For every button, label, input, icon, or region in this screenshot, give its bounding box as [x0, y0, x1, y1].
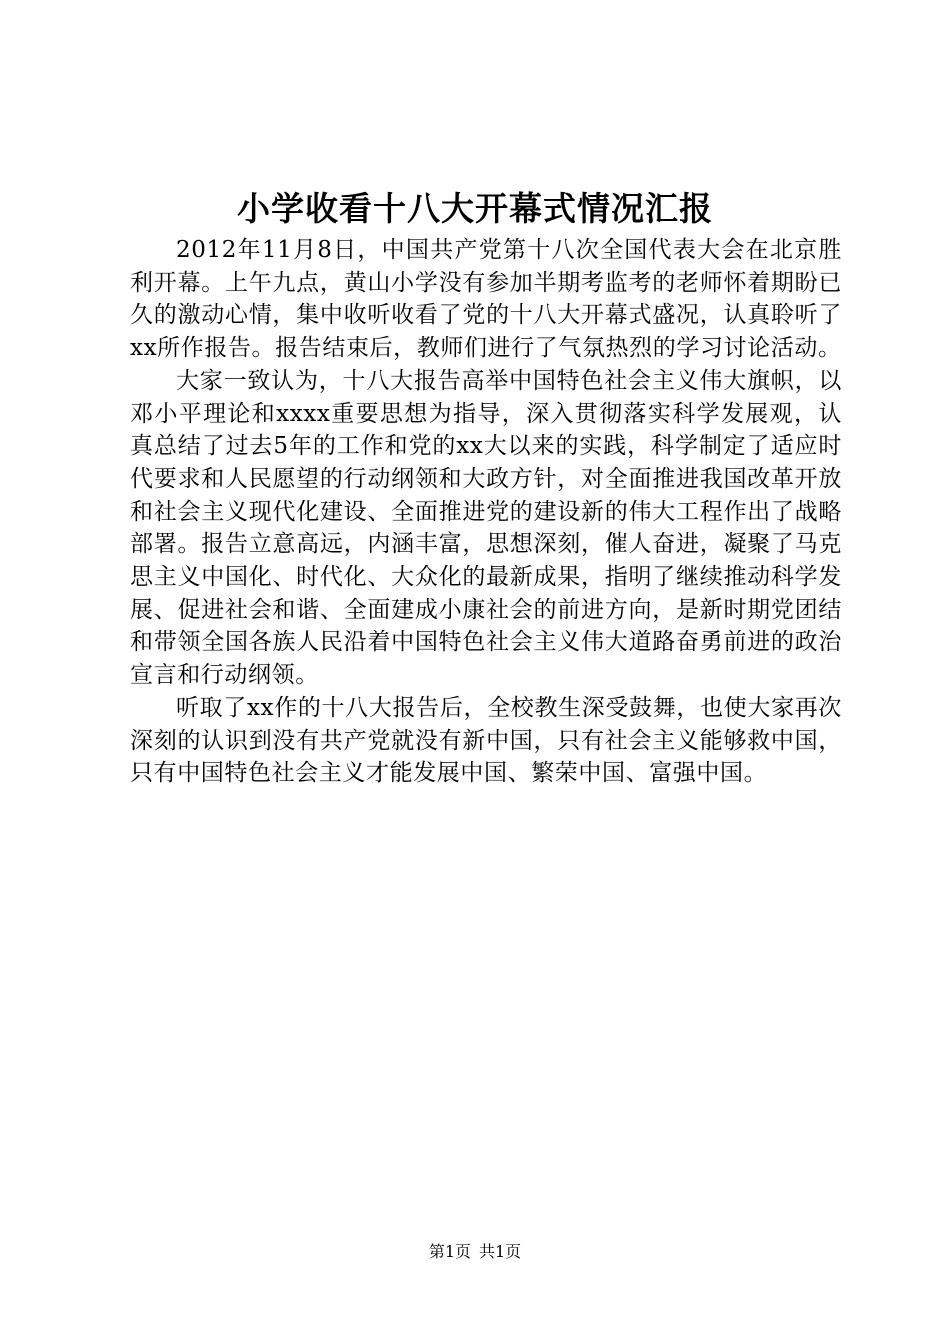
document-title: 小学收看十八大开幕式情况汇报 — [237, 189, 713, 228]
page-number-total: 共1页 — [479, 1242, 522, 1261]
page-footer — [0, 1240, 950, 1264]
document-body — [130, 234, 842, 790]
paragraph-3: 听取了xx作的十八大报告后，全校教生深受鼓舞，也使大家再次深刻的认识到没有共产党就没有新中国，只有社会主义能够救中国，只有中国特色社会主义才能发展中国、繁荣中国、富强中国。 — [130, 694, 842, 787]
paragraph-2: 大家一致认为，十八大报告高举中国特色社会主义伟大旗帜，以邓小平理论和xxxx重要思想为指导，深入贯彻落实科学发展观，认真总结了过去5年的工作和党的xx大以来的实践，科学制定了适应时代要求和人民愿望的行动纲领和大政方针，对全面推进我国改革开放和社会主义现代化建设、全面推进党的建设新的伟大工程作出了战略部署。报告立意高远，内涵丰富，思想深刻，催人奋进，凝聚了马克思主义中国化、时代化、大众化的最新成果，指明了继续推动科学发展、促进社会和谐、全面建成小康社会的前进方向，是新时期党团结和带领全国各族人民沿着中国特色社会主义伟大道路奋勇前进的政治宣言和行动纲领。 — [130, 367, 842, 689]
page-number-current: 第1页 — [428, 1242, 471, 1261]
paragraph-1: 2012年11月8日，中国共产党第十八次全国代表大会在北京胜利开幕。上午九点，黄山小学没有参加半期考监考的老师怀着期盼已久的激动心情，集中收听收看了党的十八大开幕式盛况，认真聆听了xx所作报告。报告结束后，教师们进行了气氛热烈的学习讨论活动。 — [130, 237, 842, 362]
